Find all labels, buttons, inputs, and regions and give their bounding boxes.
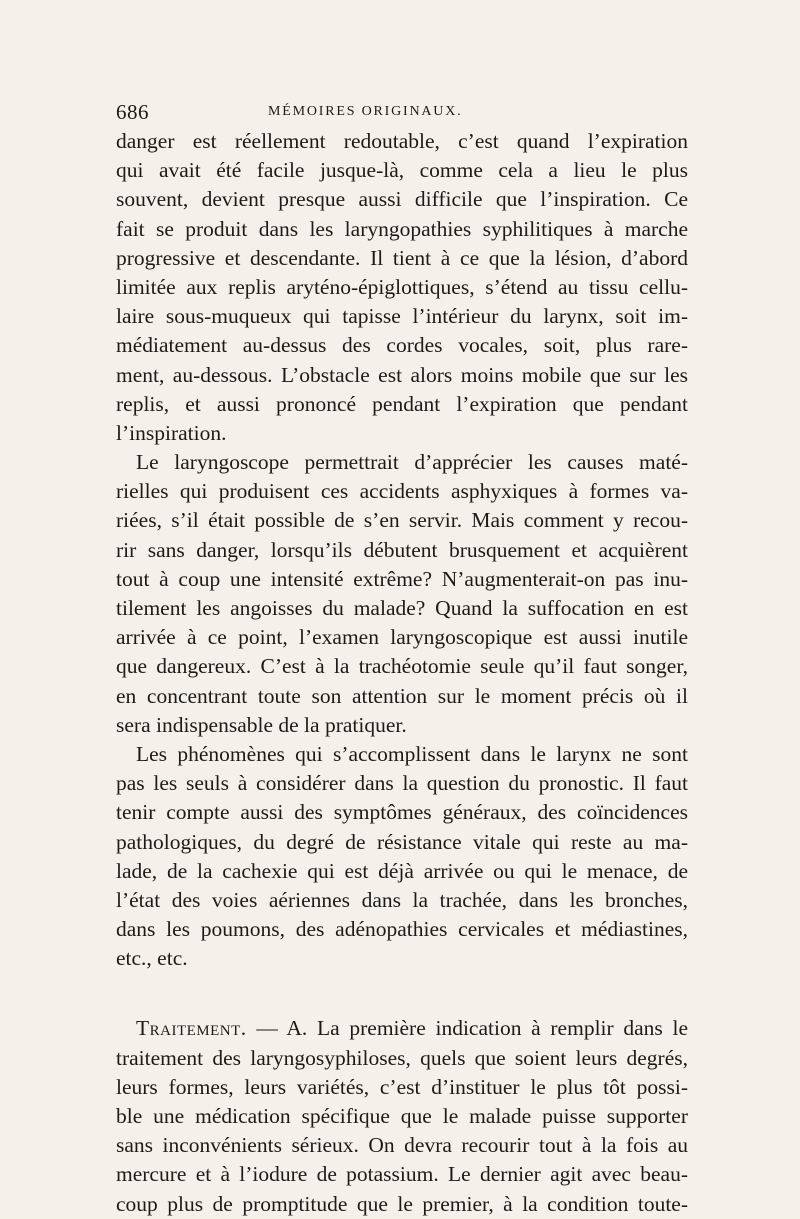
paragraph-2 (116, 448, 688, 740)
text-line: Les phénomènes qui s’accomplissent dans le larynx ne sont (136, 741, 688, 766)
running-title: MÉMOIRES ORIGINAUX. (268, 104, 463, 119)
page-number: 686 (116, 100, 149, 124)
text-line: traitement des laryngosyphiloses, quels que soient leurs degrés, (116, 1045, 688, 1070)
text-line: etc., etc. (116, 946, 188, 971)
text-line: dans les poumons, des adénopathies cervicales et médiastines, (116, 917, 688, 942)
text-line: limitée aux replis aryténo-épiglottiques, s’étend au tissu cellu- (116, 274, 688, 299)
text-line: pas les seuls à considérer dans la question du pronostic. Il faut (116, 771, 688, 796)
heading-line-rest: — A. La première indication à remplir dans le (246, 1016, 688, 1041)
text-line: médiatement au-dessus des cordes vocales, soit, plus rare- (116, 333, 688, 358)
text-line: rir sans danger, lorsqu’ils débutent brusquement et acquièrent (116, 537, 688, 562)
text-line: progressive et descendante. Il tient à ce que la lésion, d’abord (116, 245, 688, 270)
text-line: qui avait été facile jusque-là, comme cela a lieu le plus (116, 158, 688, 183)
text-line: lade, de la cachexie qui est déjà arrivée ou qui le menace, de (116, 858, 688, 883)
text-line: fait se produit dans les laryngopathies syphilitiques à marche (116, 216, 688, 241)
running-head (116, 100, 688, 126)
text-line: l’inspiration. (116, 420, 227, 445)
text-line: l’état des voies aériennes dans la trachée, dans les bronches, (116, 887, 688, 912)
text-line: rielles qui produisent ces accidents asphyxiques à formes va- (116, 479, 688, 504)
text-line: leurs formes, leurs variétés, c’est d’instituer le plus tôt possi- (116, 1074, 688, 1099)
section-gap (116, 973, 688, 1014)
text-line: en concentrant toute son attention sur le moment précis où il (116, 683, 688, 708)
section-heading: Traitement. (136, 1016, 247, 1041)
text-line: danger est réellement redoutable, c’est quand l’expiration (116, 129, 688, 153)
text-line: tilement les angoisses du malade? Quand la suffocation en est (116, 596, 688, 620)
text-line: souvent, devient presque aussi difficile que l’inspiration. Ce (116, 187, 688, 212)
body-text (116, 127, 688, 1219)
text-line: ment, au-dessous. L’obstacle est alors moins mobile que sur les (116, 362, 688, 387)
text-line (116, 1014, 688, 1043)
text-line: pathologiques, du degré de résistance vitale qui reste au ma- (116, 829, 688, 854)
text-line: tenir compte aussi des symptômes généraux, des coïncidences (116, 800, 688, 825)
text-line: arrivée à ce point, l’examen laryngoscopique est aussi inutile (116, 625, 688, 650)
text-line: sans inconvénients sérieux. On devra recourir tout à la fois au (116, 1133, 688, 1158)
text-line: ble une médication spécifique que le malade puisse supporter (116, 1104, 688, 1128)
paragraph-3 (116, 740, 688, 974)
text-line: mercure et à l’iodure de potassium. Le dernier agit avec beau- (116, 1162, 688, 1187)
text-line: que dangereux. C’est à la trachéotomie seule qu’il faut songer, (116, 654, 688, 679)
text-line: sera indispensable de la pratiquer. (116, 712, 407, 737)
paragraph-4 (116, 1014, 688, 1218)
paragraph-1 (116, 127, 688, 448)
text-line: tout à coup une intensité extrême? N’augmenterait-on pas inu- (116, 566, 688, 591)
text-line: laire sous-muqueux qui tapisse l’intérieur du larynx, soit im- (116, 304, 688, 329)
text-line: Le laryngoscope permettrait d’apprécier les causes maté- (136, 450, 688, 475)
text-line: coup plus de promptitude que le premier, à la condition toute- (116, 1191, 688, 1216)
text-line: riées, s’il était possible de s’en servir. Mais comment y recou- (116, 508, 688, 533)
text-line: replis, et aussi prononcé pendant l’expiration que pendant (116, 391, 688, 416)
